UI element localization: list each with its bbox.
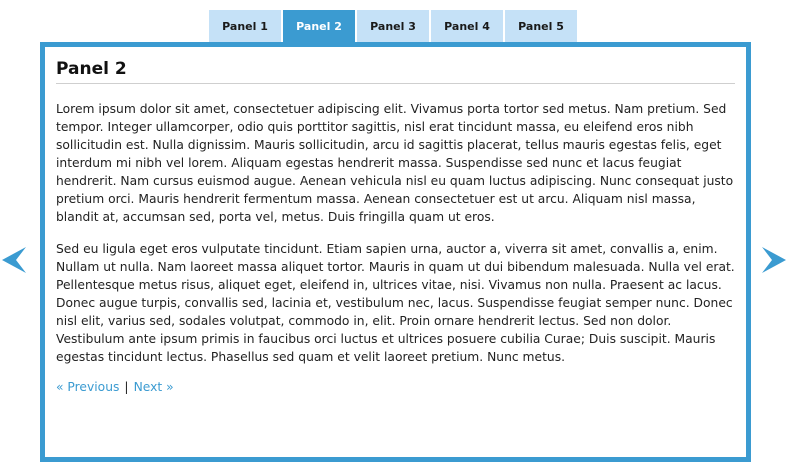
tab-bar [209,10,579,42]
chevron-right-icon [760,246,788,274]
pager-separator: | [124,380,129,394]
previous-arrow-button[interactable] [0,246,28,274]
panel-paragraph-1: Lorem ipsum dolor sit amet, consectetuer adipiscing elit. Vivamus porta tortor sed metus. Nam pretium. Sed tempor. Integer ullamcorper, odio quis porttitor sagittis, nisl erat tincidunt massa, eu eleifend eros nibh sollicitudin est. Nulla dignissim. Mauris sollicitudin, arcu id sagittis placerat, tellus mauris egestas felis, eget interdum mi nibh vel lorem. Aliquam egestas hendrerit massa. Suspendisse sed nunc et lacus feugiat hendrerit. Nam cursus euismod augue. Aenean vehicula nisl eu quam luctus adipiscing. Nunc consequat justo pretium orci. Mauris hendrerit fermentum massa. Aenean consectetuer est ut arcu. Aliquam nisl massa, blandit at, accumsan sed, porta vel, metus. Duis fringilla quam ut eros. [56,102,734,224]
content-panel [40,42,751,462]
pager [56,380,735,394]
tab-panel-5[interactable]: Panel 5 [505,10,577,42]
next-link[interactable]: Next » [133,380,174,394]
previous-link[interactable]: « Previous [56,380,120,394]
panel-title: Panel 2 [56,59,735,84]
tab-panel-2[interactable]: Panel 2 [283,10,355,42]
chevron-left-icon [0,246,28,274]
panel-paragraph-2: Sed eu ligula eget eros vulputate tincidunt. Etiam sapien urna, auctor a, viverra sit amet, convallis a, enim. Nullam ut nulla. Nam laoreet massa aliquet tortor. Mauris in quam ut dui bibendum malesuada. Nulla vel erat. Pellentesque metus risus, aliquet eget, eleifend in, ultrices vitae, nisi. Vivamus non nulla. Praesent ac lacus. Donec augue turpis, convallis sed, lacinia et, vestibulum nec, lacus. Suspendisse feugiat semper nunc. Donec nisl elit, varius sed, sodales volutpat, commodo in, elit. Proin ornare hendrerit lectus. Sed non dolor. Vestibulum ante ipsum primis in faucibus orci luctus et ultrices posuere cubilia Curae; Duis suscipit. Mauris egestas tincidunt lectus. Phasellus sed quam et velit laoreet pretium. Nunc metus. [56,242,735,364]
tab-panel-3[interactable]: Panel 3 [357,10,429,42]
tab-panel-4[interactable]: Panel 4 [431,10,503,42]
tab-panel-1[interactable]: Panel 1 [209,10,281,42]
next-arrow-button[interactable] [760,246,788,274]
